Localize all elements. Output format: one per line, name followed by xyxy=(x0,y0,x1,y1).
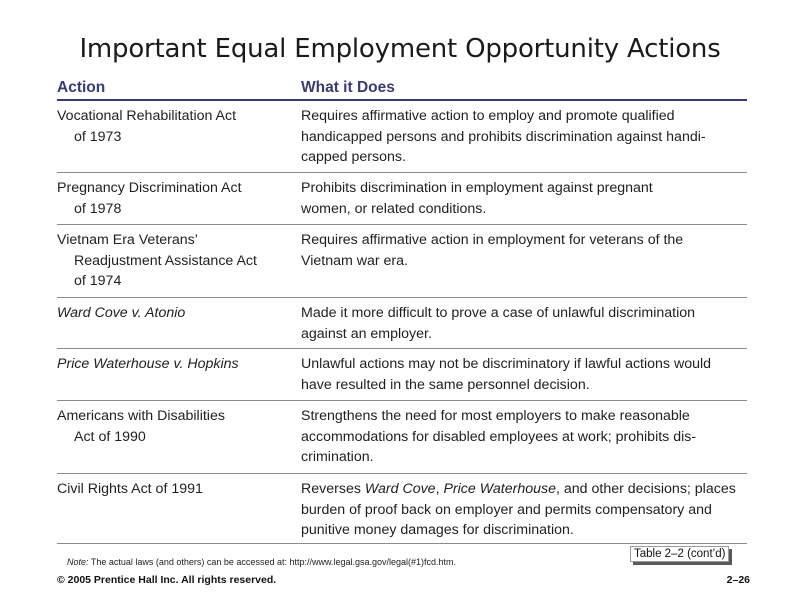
action-line: of 1974 xyxy=(74,273,122,289)
action-line: Ward Cove v. Atonio xyxy=(57,305,186,321)
action-cell xyxy=(57,106,301,172)
action-line: Act of 1990 xyxy=(74,428,146,445)
table-header xyxy=(57,78,747,101)
description-line: against an employer. xyxy=(301,325,432,342)
what-it-does-cell xyxy=(301,406,747,473)
action-cell xyxy=(57,230,301,297)
description-segment: Price Waterhouse xyxy=(443,481,556,497)
description-line: Vietnam war era. xyxy=(301,252,408,269)
slide-title: Important Equal Employment Opportunity Actions xyxy=(79,34,721,64)
table-row xyxy=(57,173,747,225)
table-row xyxy=(57,298,747,349)
description-line: burden of proof back on employer and permits compensatory and xyxy=(301,501,712,518)
note xyxy=(67,557,456,567)
description-line: accommodations for disabled employees at work; prohibits dis- xyxy=(301,428,697,445)
description-line: Requires affirmative action to employ and promote qualified xyxy=(301,108,675,124)
description-segment: , xyxy=(435,481,444,497)
copyright: © 2005 Prentice Hall Inc. All rights reserved. xyxy=(57,574,277,586)
description-line: women, or related conditions. xyxy=(301,200,487,217)
table-body xyxy=(57,101,747,544)
description-segment: Ward Cove xyxy=(364,481,436,497)
action-line: Pregnancy Discrimination Act xyxy=(57,180,242,196)
description-line xyxy=(301,479,747,500)
what-it-does-cell xyxy=(301,230,747,297)
action-line: of 1978 xyxy=(74,200,122,217)
action-line: Readjustment Assistance Act xyxy=(74,252,257,269)
description-segment: Reverses xyxy=(301,481,365,497)
action-line: Vietnam Era Veterans’ xyxy=(57,232,198,248)
table-row xyxy=(57,349,747,401)
what-it-does-cell xyxy=(301,354,747,400)
table-row xyxy=(57,101,747,173)
action-cell xyxy=(57,479,301,543)
note-text: The actual laws (and others) can be accessed at: http://www.legal.gsa.gov/legal(#1)fcd.htm. xyxy=(88,557,457,567)
action-cell xyxy=(57,178,301,224)
action-line: Americans with Disabilities xyxy=(57,408,225,424)
table-row xyxy=(57,225,747,298)
header-what-it-does: What it Does xyxy=(301,79,395,96)
action-cell xyxy=(57,354,301,400)
table-row xyxy=(57,401,747,474)
what-it-does-cell xyxy=(301,479,747,543)
eeo-actions-table xyxy=(57,78,747,544)
description-line: capped persons. xyxy=(301,149,406,165)
description-line: have resulted in the same personnel decision. xyxy=(301,376,590,393)
page-number: 2–26 xyxy=(726,574,750,586)
description-line: punitive money damages for discrimination. xyxy=(301,522,574,538)
what-it-does-cell xyxy=(301,178,747,224)
action-line: of 1973 xyxy=(74,128,122,145)
description-line: Made it more difficult to prove a case of unlawful discrimination xyxy=(301,305,696,321)
description-line: Prohibits discrimination in employment against pregnant xyxy=(301,180,653,196)
what-it-does-cell xyxy=(301,106,747,172)
action-line: Price Waterhouse v. Hopkins xyxy=(57,356,239,372)
action-line: Vocational Rehabilitation Act xyxy=(57,108,237,124)
action-line: Civil Rights Act of 1991 xyxy=(57,481,203,497)
description-line: crimination. xyxy=(301,449,374,465)
description-line: Unlawful actions may not be discriminatory if lawful actions would xyxy=(301,356,712,372)
action-cell xyxy=(57,406,301,473)
note-label: Note: xyxy=(67,557,89,567)
description-segment: , and other decisions; places xyxy=(555,481,736,497)
description-line: handicapped persons and prohibits discrimination against handi- xyxy=(301,128,706,145)
header-action: Action xyxy=(57,79,106,96)
what-it-does-cell xyxy=(301,303,747,348)
description-line: Strengthens the need for most employers to make reasonable xyxy=(301,408,690,424)
table-reference: Table 2–2 (cont’d) xyxy=(630,546,729,562)
action-cell xyxy=(57,303,301,348)
table-row xyxy=(57,474,747,544)
description-line: Requires affirmative action in employment for veterans of the xyxy=(301,232,684,248)
